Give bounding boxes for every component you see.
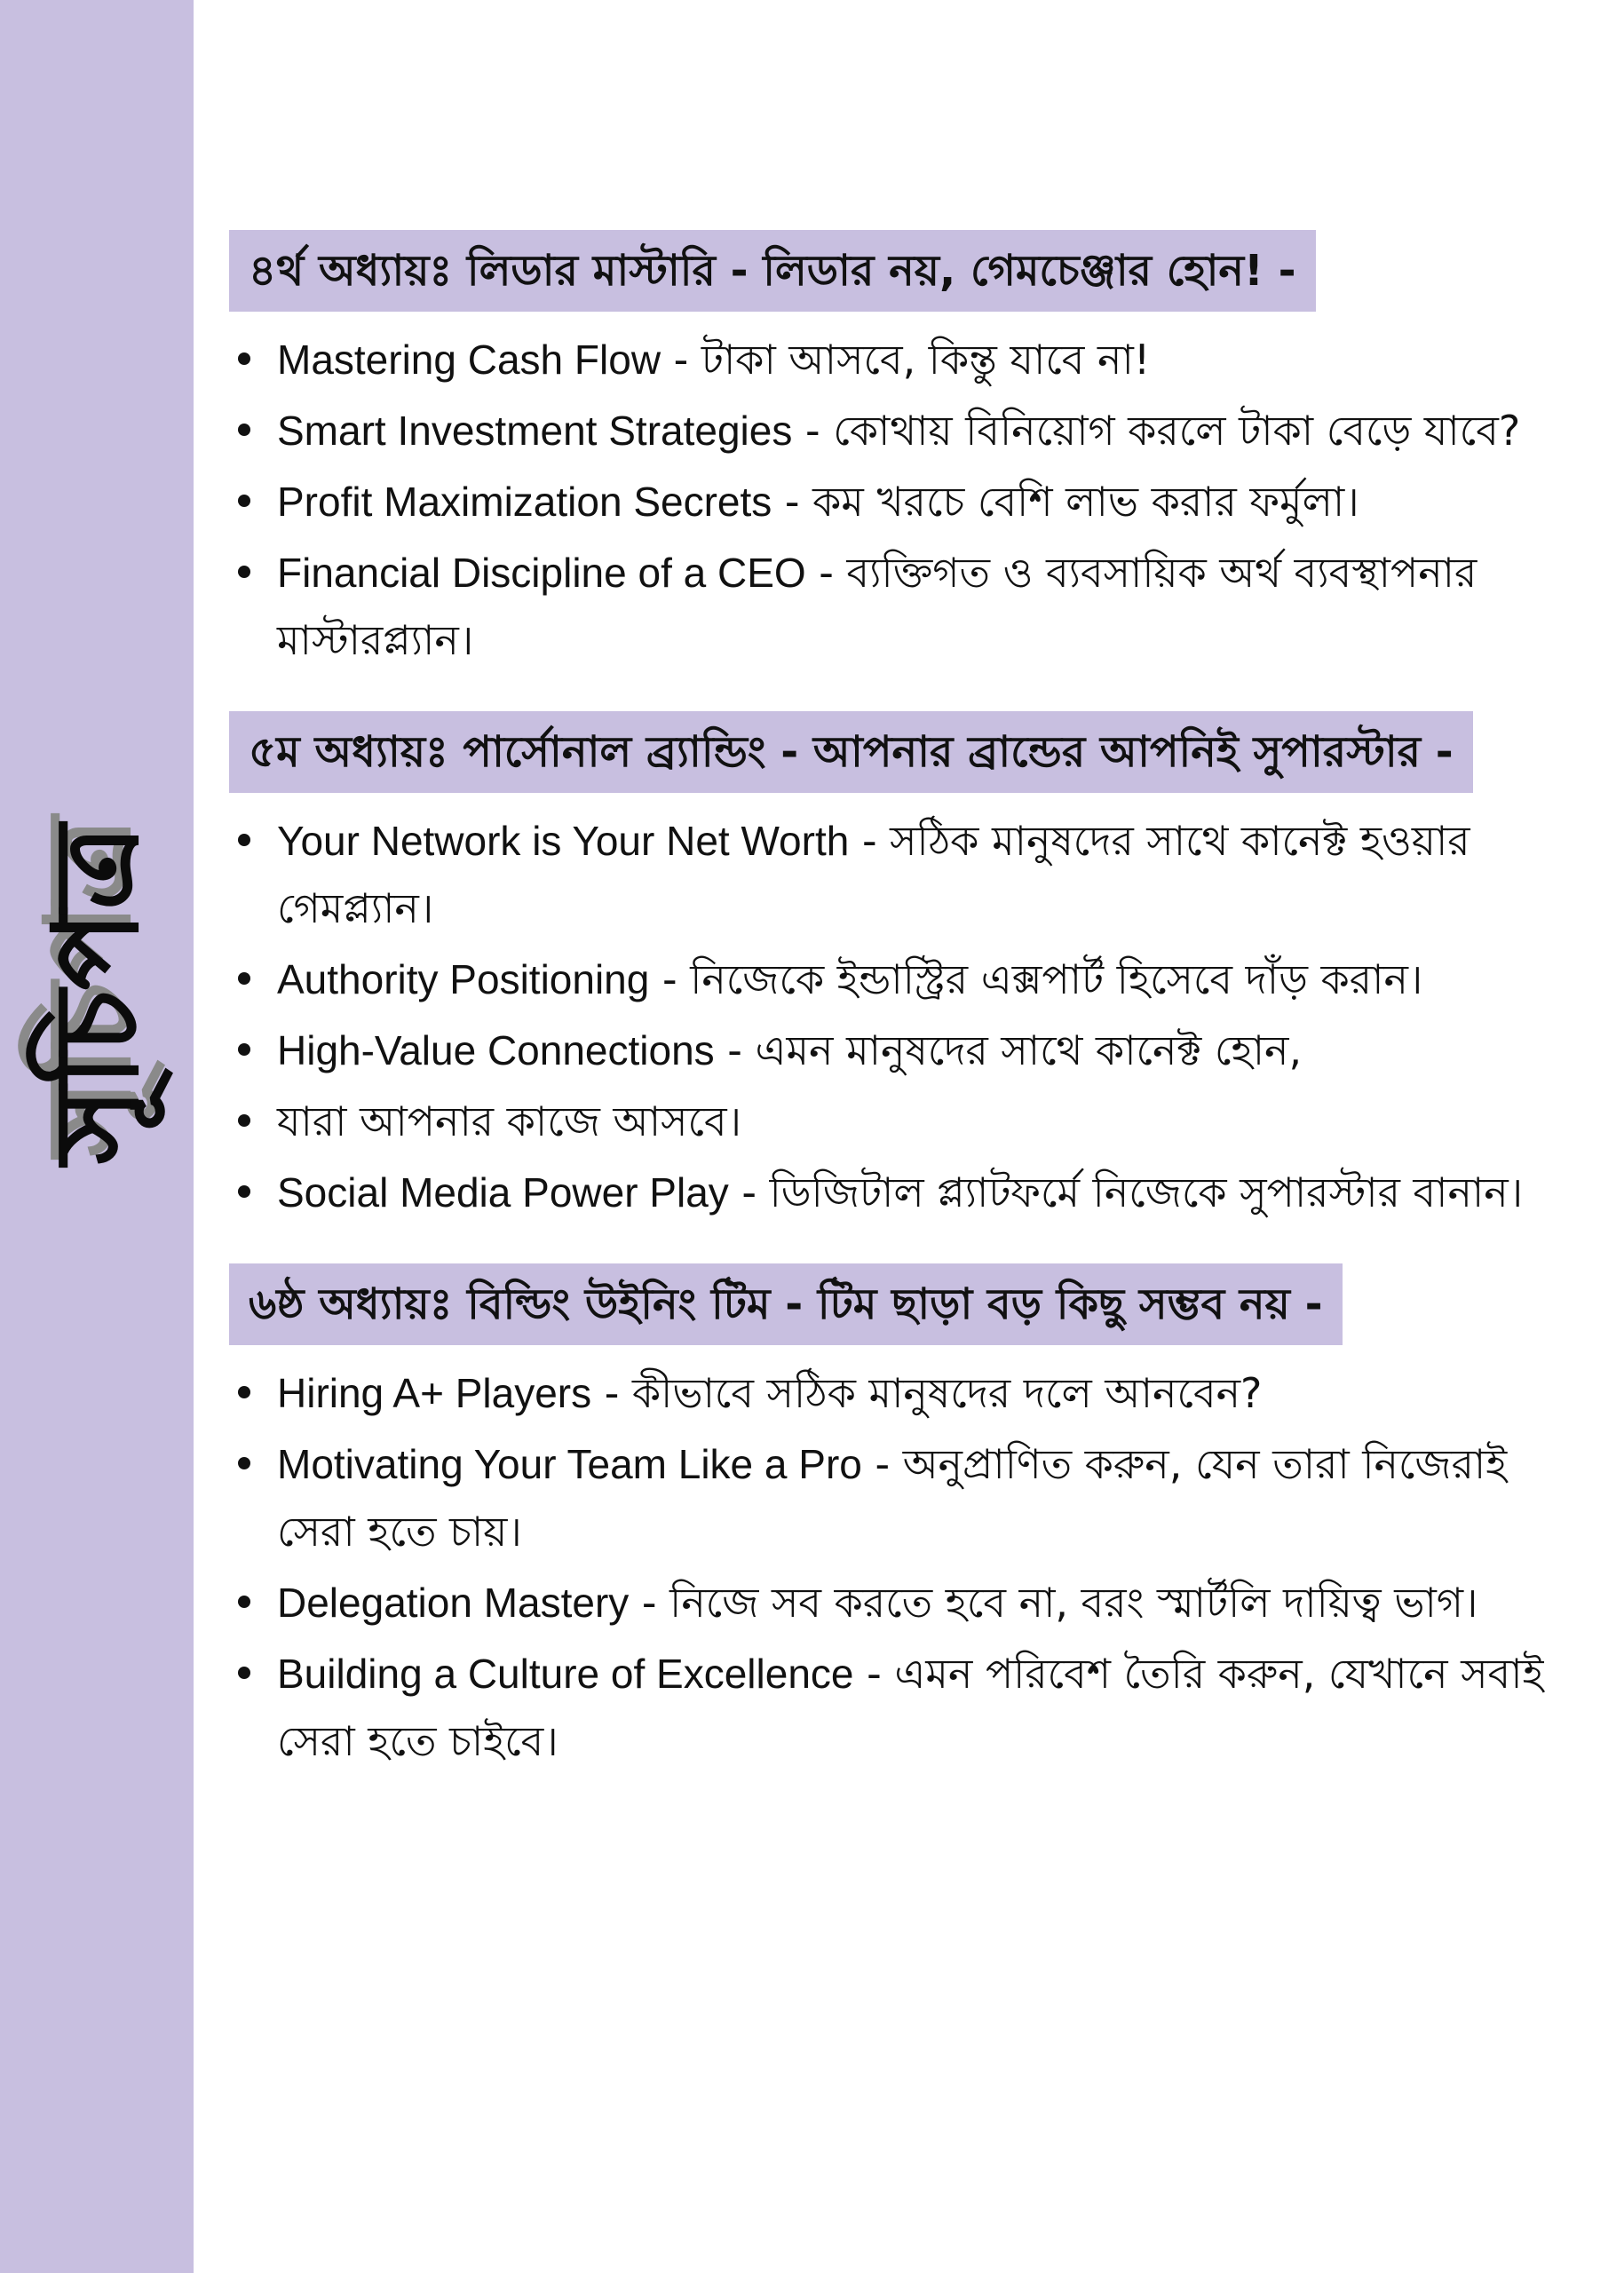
bullet-icon — [238, 1185, 250, 1198]
item-title: Delegation Mastery — [277, 1580, 630, 1626]
item-title: Motivating Your Team Like a Pro — [277, 1441, 862, 1487]
chapter-4-list — [229, 326, 1596, 674]
item-description: - এমন পরিবেশ তৈরি করুন, যেখানে সবাই সেরা হতে চাইবে। — [277, 1650, 1544, 1765]
item-description: যারা আপনার কাজে আসবে। — [277, 1097, 742, 1145]
item-title: Your Network is Your Net Worth — [277, 818, 850, 864]
item-description: - কীভাবে সঠিক মানুষদের দলে আনবেন? — [591, 1369, 1263, 1417]
chapter-4-heading: ৪র্থ অধ্যায়ঃ লিডার মাস্টারি - লিডার নয়, গেমচেঞ্জার হোন! - — [229, 226, 1596, 315]
item-title: Building a Culture of Excellence — [277, 1651, 854, 1697]
bullet-icon — [238, 352, 250, 365]
item-title: Social Media Power Play — [277, 1169, 729, 1216]
list-item — [229, 397, 1596, 464]
bullet-icon — [238, 972, 250, 985]
sidebar-title: সূচিপত্র — [28, 824, 165, 1165]
item-description: - টাকা আসবে, কিন্তু যাবে না! — [661, 336, 1151, 384]
item-title: Hiring A+ Players — [277, 1370, 592, 1416]
list-item — [229, 1359, 1596, 1427]
bullet-icon — [238, 1114, 250, 1127]
list-item — [229, 1017, 1596, 1084]
bullet-icon — [238, 1596, 250, 1608]
chapter-5-list — [229, 807, 1596, 1226]
chapter-5-section — [229, 708, 1596, 1226]
list-item — [229, 1159, 1596, 1226]
item-title: Smart Investment Strategies — [277, 408, 793, 454]
bullet-icon — [238, 834, 250, 846]
bullet-icon — [238, 566, 250, 578]
list-item — [229, 946, 1596, 1013]
list-item — [229, 539, 1596, 674]
list-item — [229, 326, 1596, 393]
sidebar — [0, 0, 194, 2273]
item-title: Mastering Cash Flow — [277, 337, 661, 383]
table-of-contents — [229, 226, 1596, 1809]
list-item — [229, 468, 1596, 535]
item-description: - সঠিক মানুষদের সাথে কানেক্ট হওয়ার গেমপ্ল্যান। — [277, 817, 1470, 932]
bullet-icon — [238, 1457, 250, 1469]
bullet-icon — [238, 1667, 250, 1679]
item-description: - ব্যক্তিগত ও ব্যবসায়িক অর্থ ব্যবস্থাপনার মাস্টারপ্ল্যান। — [277, 549, 1477, 664]
item-title: Profit Maximization Secrets — [277, 479, 772, 525]
list-item — [229, 1569, 1596, 1636]
item-title: Authority Positioning — [277, 956, 650, 1002]
item-description: - কোথায় বিনিয়োগ করলে টাকা বেড়ে যাবে? — [792, 407, 1521, 455]
list-item — [229, 1088, 1596, 1155]
item-description: - কম খরচে বেশি লাভ করার ফর্মুলা। — [772, 478, 1359, 526]
item-description: - ডিজিটাল প্ল্যাটফর্মে নিজেকে সুপারস্টার বানান। — [728, 1168, 1524, 1216]
chapter-4-section — [229, 226, 1596, 674]
item-description: - এমন মানুষদের সাথে কানেক্ট হোন, — [714, 1026, 1303, 1074]
chapter-5-heading: ৫ম অধ্যায়ঃ পার্সোনাল ব্র্যান্ডিং - আপনার ব্রান্ডের আপনিই সুপারস্টার - — [229, 708, 1596, 796]
item-title: High-Value Connections — [277, 1027, 715, 1073]
list-item — [229, 1640, 1596, 1775]
item-description: - নিজে সব করতে হবে না, বরং স্মার্টলি দায়িত্ব ভাগ। — [629, 1579, 1478, 1627]
chapter-6-heading: ৬ষ্ঠ অধ্যায়ঃ বিল্ডিং উইনিং টিম - টিম ছাড়া বড় কিছু সম্ভব নয় - — [229, 1260, 1596, 1349]
list-item — [229, 1430, 1596, 1565]
bullet-icon — [238, 424, 250, 436]
bullet-icon — [238, 495, 250, 507]
item-title: Financial Discipline of a CEO — [277, 550, 806, 596]
list-item — [229, 807, 1596, 942]
bullet-icon — [238, 1043, 250, 1056]
item-description: - অনুপ্রাণিত করুন, যেন তারা নিজেরাই সেরা হতে চায়। — [277, 1440, 1508, 1556]
item-description: - নিজেকে ইন্ডাস্ট্রির এক্সপার্ট হিসেবে দাঁড় করান। — [649, 955, 1423, 1003]
chapter-6-section — [229, 1260, 1596, 1775]
chapter-6-list — [229, 1359, 1596, 1775]
bullet-icon — [238, 1386, 250, 1398]
